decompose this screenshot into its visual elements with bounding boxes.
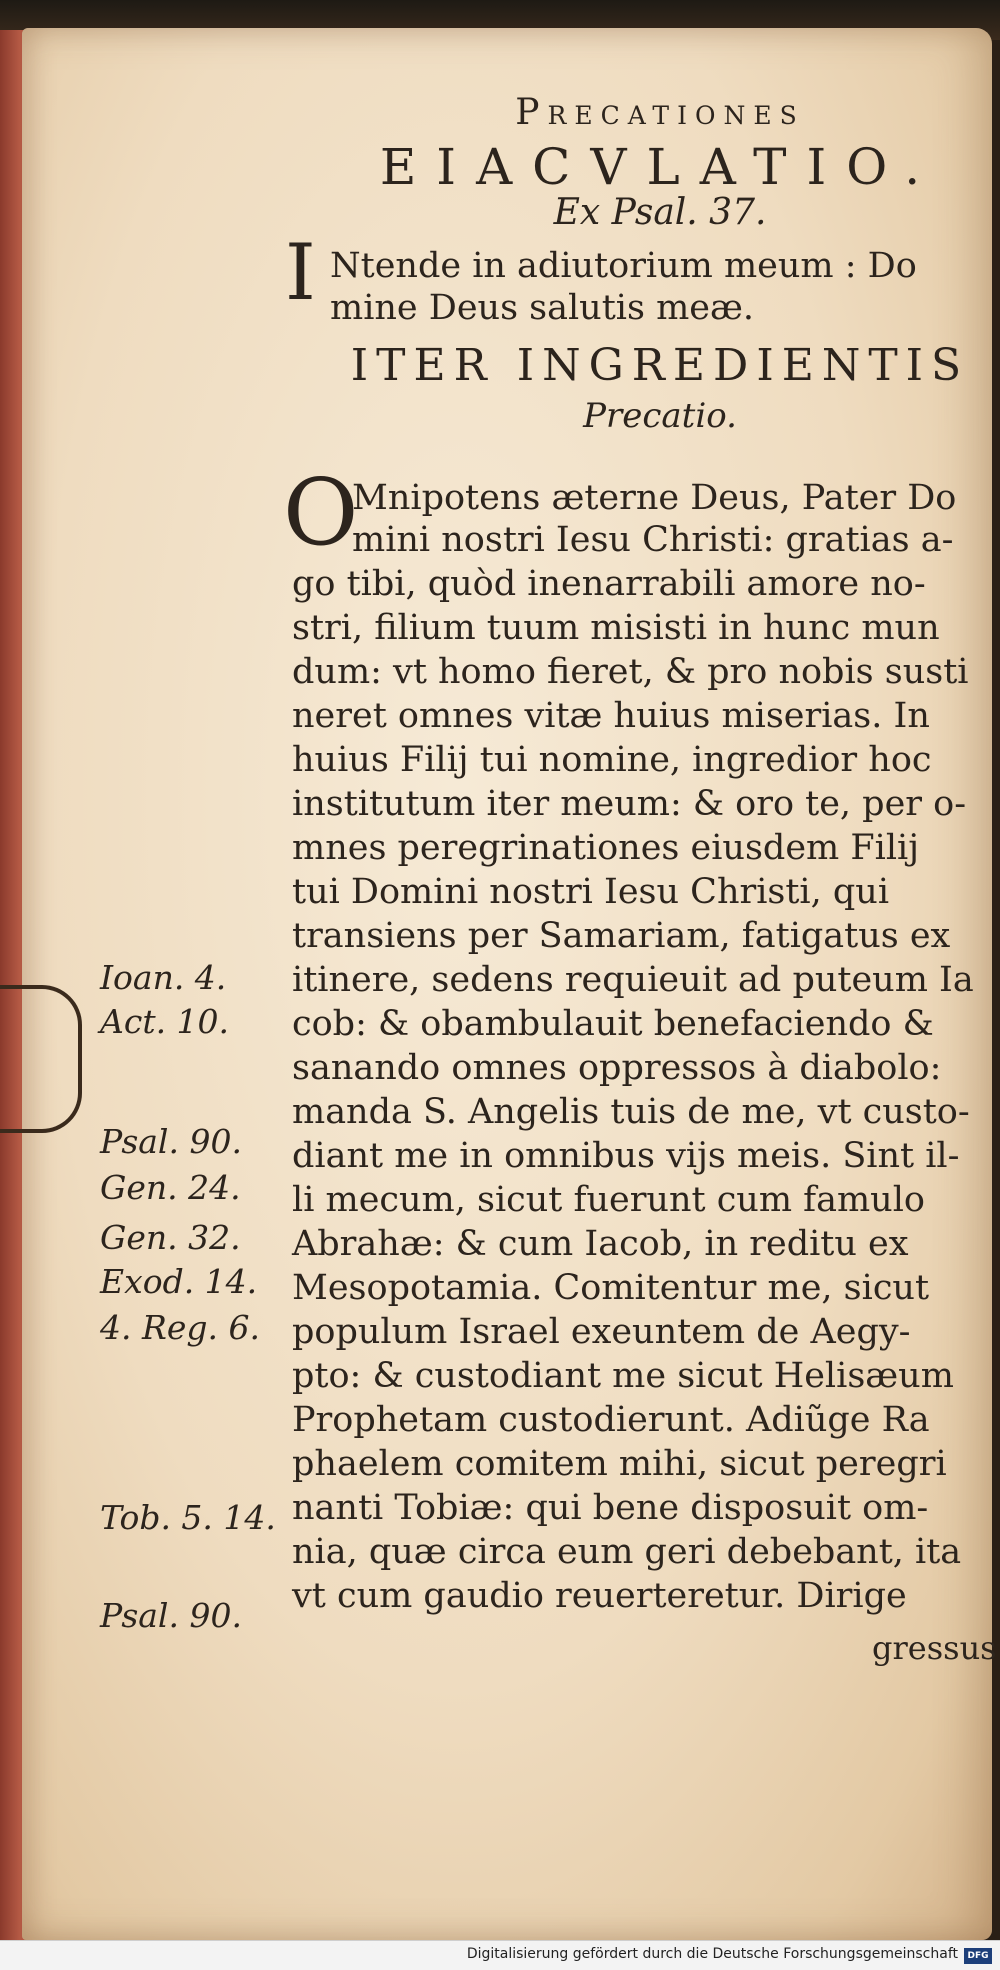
prayer-line: sanando omnes oppressos à diabolo:: [292, 1048, 942, 1088]
drop-cap-i: I: [285, 228, 316, 318]
margin-note: Act. 10.: [100, 1002, 230, 1041]
prayer-line: go tibi, quòd inenarrabili amore no-: [292, 564, 926, 604]
prayer-line: Prophetam custodierunt. Adiũge Ra: [292, 1400, 930, 1440]
prayer-line: diant me in omnibus vijs meis. Sint il-: [292, 1136, 960, 1176]
prayer-line: neret omnes vitæ huius miserias. In: [292, 696, 930, 736]
prayer-line: manda S. Angelis tuis de me, vt custo-: [292, 1092, 970, 1132]
prayer-line: vt cum gaudio reuerteretur. Dirige: [292, 1576, 907, 1616]
prayer-line: mnes peregrinationes eiusdem Filij: [292, 828, 920, 868]
psalm-reference: Ex Psal. 37.: [553, 192, 767, 233]
ejaculation-line: mine Deus salutis meæ.: [330, 288, 754, 328]
prayer-line: institutum iter meum: & oro te, per o-: [292, 784, 967, 824]
catchword: gressus: [872, 1629, 997, 1667]
prayer-line: itinere, sedens requieuit ad puteum Ia: [292, 960, 974, 1000]
margin-note: Gen. 24.: [100, 1168, 241, 1207]
book-clasp: [0, 985, 82, 1133]
prayer-line: populum Israel exeuntem de Aegy-: [292, 1312, 911, 1352]
prayer-line: Mnipotens æterne Deus, Pater Do: [352, 478, 957, 518]
prayer-line: stri, filium tuum misisti in hunc mun: [292, 608, 940, 648]
margin-note: Exod. 14.: [100, 1262, 258, 1301]
prayer-line: li mecum, sicut fuerunt cum famulo: [292, 1180, 925, 1220]
margin-note: 4. Reg. 6.: [100, 1308, 260, 1347]
prayer-title: ITER INGREDIENTIS: [350, 340, 970, 391]
margin-note: Gen. 32.: [100, 1218, 241, 1257]
prayer-line: Abrahæ: & cum Iacob, in reditu ex: [292, 1224, 909, 1264]
funding-credit: Digitalisierung gefördert durch die Deutsche Forschungsgemeinschaft: [466, 1946, 958, 1962]
prayer-line: nia, quæ circa eum geri debebant, ita: [292, 1532, 962, 1572]
prayer-line: dum: vt homo fieret, & pro nobis susti: [292, 652, 969, 692]
prayer-subtitle: Precatio.: [583, 396, 737, 436]
ejaculation-line: Ntende in adiutorium meum : Do: [330, 246, 917, 286]
margin-note: Psal. 90.: [100, 1596, 242, 1635]
prayer-line: nanti Tobiæ: qui bene disposuit om-: [292, 1488, 929, 1528]
ejaculation-title: EIACVLATIO.: [379, 138, 941, 196]
margin-note: Ioan. 4.: [100, 958, 227, 997]
prayer-line: Mesopotamia. Comitentur me, sicut: [292, 1268, 930, 1308]
running-head: Precationes: [515, 92, 805, 133]
drop-cap-o: O: [283, 459, 359, 566]
prayer-line: cob: & obambulauit benefaciendo &: [292, 1004, 934, 1044]
margin-note: Tob. 5. 14.: [100, 1498, 276, 1537]
footer-bar: [0, 1940, 1000, 1970]
prayer-line: phaelem comitem mihi, sicut peregri: [292, 1444, 947, 1484]
prayer-line: transiens per Samariam, fatigatus ex: [292, 916, 951, 956]
prayer-line: pto: & custodiant me sicut Helisæum: [292, 1356, 954, 1396]
margin-note: Psal. 90.: [100, 1122, 242, 1161]
dfg-logo: DFG: [964, 1948, 992, 1964]
prayer-line: mini nostri Iesu Christi: gratias a-: [352, 520, 954, 560]
prayer-line: tui Domini nostri Iesu Christi, qui: [292, 872, 890, 912]
prayer-line: huius Filij tui nomine, ingredior hoc: [292, 740, 932, 780]
